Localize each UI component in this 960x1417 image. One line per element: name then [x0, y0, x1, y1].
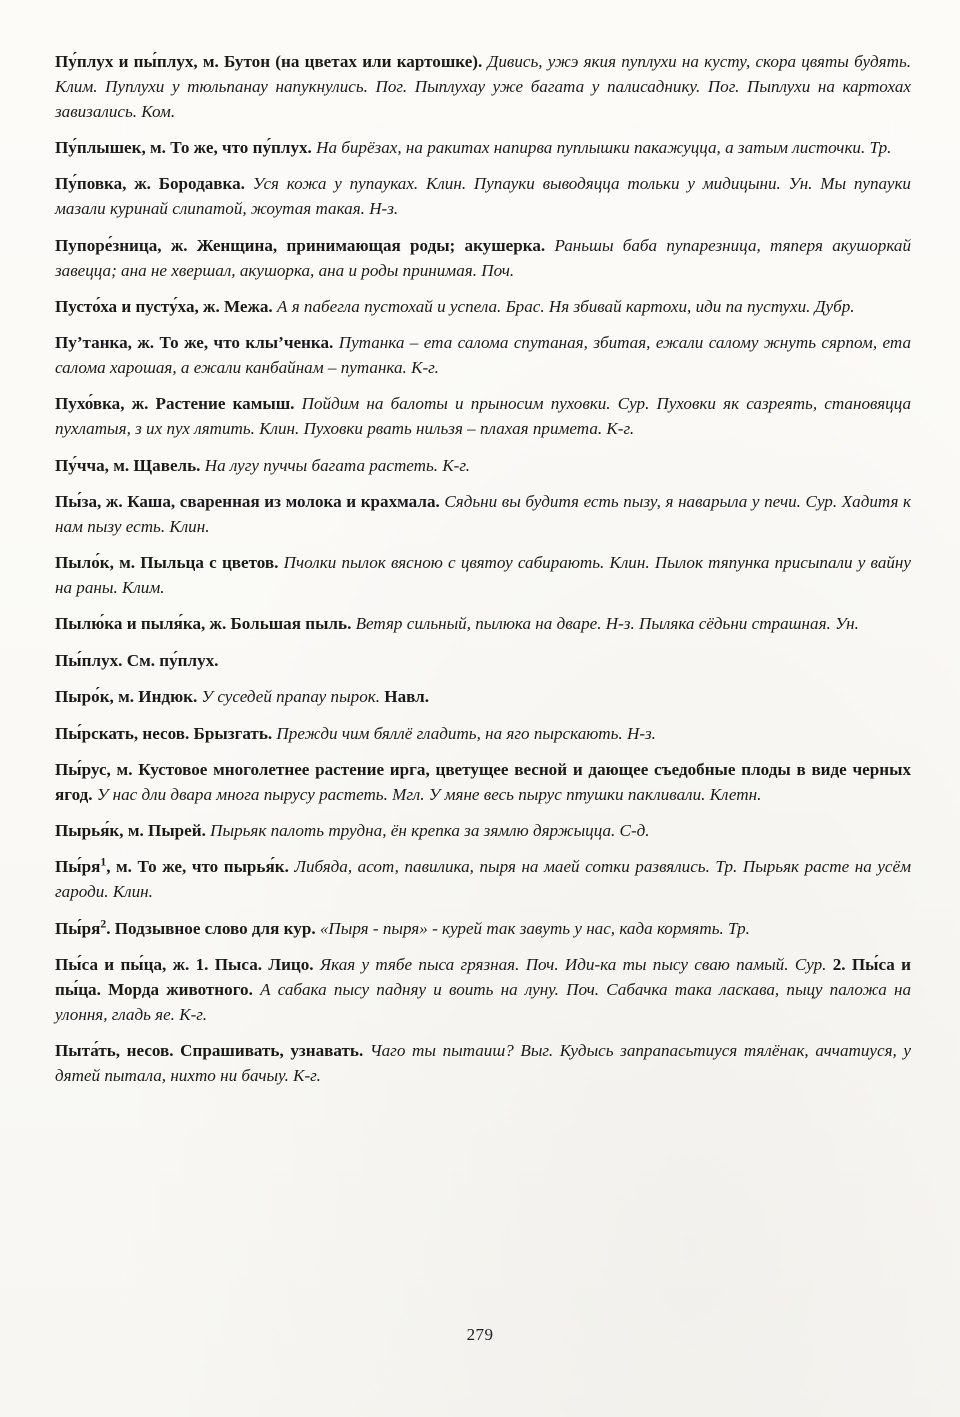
homograph-superscript: 1 [100, 855, 107, 869]
entry-example: Раньшы баба пупарезница, тяперя акушоркай завецца; ана не хвершал, акушорка, ана и роды принимая. Поч. [55, 235, 911, 280]
dictionary-entry [55, 551, 911, 601]
entry-headword: Пы́са и пы́ца, ж. 1. Пыса. Лицо. [55, 955, 314, 975]
dictionary-entry [55, 722, 911, 747]
entry-headword: Пусто́ха и пусту́ха, ж. Межа. [55, 296, 273, 316]
entry-list [55, 50, 911, 1089]
entry-example: Ветяр сильный, пылюка на дваре. Н-з. Пыляка сёдьни страшная. Ун. [351, 614, 859, 634]
dictionary-entry [55, 953, 911, 1028]
entry-headword: Пы́рус, м. Кустовое многолетнее растение ирга, цветущее весной и дающее съедобные плоды в виде черных ягод. [55, 759, 911, 804]
entry-headword: Пы́ря [55, 857, 101, 877]
entry-example: А я пабегла пустохай и успела. Брас. Ня збивай картохи, иди па пустухи. Дубр. [272, 296, 855, 316]
entry-headword: Пыро́к, м. Индюк. [55, 687, 198, 707]
entry-sense-2-headword: 2. Пы́са и пы́ца. Морда животного. [55, 955, 912, 999]
entry-headword: Пупоре́зница, ж. Женщина, принимающая роды; акушерка. [55, 235, 546, 255]
entry-example: Прежди чим бяллё гладить, на яго пырскають. Н-з. [272, 723, 656, 743]
dictionary-entry [55, 758, 911, 808]
entry-example: Сядьни вы будитя есть пызу, я наварыла у печи. Сур. Хадитя к нам пызу есть. Клин. [55, 492, 912, 536]
entry-example: Пчолки пылок вясною с цвятоу сабирають. Клин. Пылок тяпунка присыпали у вайну на раны. Клим. [55, 553, 911, 598]
entry-headword: Пыта́ть, несов. Спрашивать, узнавать. [55, 1041, 364, 1061]
entry-example: Пырьяк палоть трудна, ён крепка за зямлю дяржыцца. С-д. [205, 821, 650, 841]
entry-headword: Пу́плышек, м. То же, что пу́плух. [55, 138, 312, 158]
dictionary-entry [55, 819, 911, 844]
entry-example: «Пыря - пыря» - курей так завуть у нас, када кормять. Тр. [315, 918, 750, 938]
entry-example: У суседей прапау пырок. [197, 687, 381, 707]
dictionary-entry [55, 454, 911, 479]
entry-sense-2-example: А сабака пысу падняу и воить на луну. Поч. Сабачка така ласкава, пыцу паложа на улоння, гладь яе. К-г. [55, 979, 911, 1024]
entry-example: Путанка – ета салома спутаная, збитая, ежали салому жнуть сярпом, ета салома харошая, а ежали канбайнам – путанка. К-г. [55, 333, 911, 378]
entry-headword: Пыло́к, м. Пыльца с цветов. [55, 553, 279, 573]
dictionary-entry [55, 50, 911, 125]
entry-headword: Пы́за, ж. Каша, сваренная из молока и крахмала. [55, 492, 440, 512]
homograph-superscript: 2 [100, 917, 107, 931]
entry-headword: Пы́рскать, несов. Брызгать. [55, 723, 273, 743]
entry-headword: Пылю́ка и пыля́ка, ж. Большая пыль. [55, 614, 352, 634]
entry-example: На бирёзах, на ракитах напирва пуплышки пакажуцца, а затым листочки. Тр. [311, 138, 892, 158]
page-number: 279 [466, 1325, 494, 1344]
entry-example: Дивись, ужэ якия пуплухи на кусту, скора цвяты будять. Клим. Пуплухи у тюльпанау напукнулись. Пог. Пыплухау уже багата у палисаднику. Пог. Пыплухи на картохах завизались. Ком. [55, 52, 911, 121]
dictionary-entry [55, 331, 911, 381]
dictionary-entry [55, 234, 911, 284]
entry-example: На лугу пуччы багата растеть. К-г. [200, 455, 471, 475]
entry-headword-rest: , м. То же, что пырья́к. [106, 857, 289, 877]
dictionary-entry [55, 917, 911, 942]
entry-headword: Пы́плух. См. пу́плух. [55, 650, 219, 670]
entry-example: Либяда, асот, павилика, пыря на маей сотки развялись. Тр. Пырьяк расте на усём гароди. Клин. [55, 857, 911, 902]
dictionary-entry [55, 490, 911, 540]
dictionary-entry [55, 649, 911, 674]
entry-example: Чаго ты пытаиш? Выг. Кудысь запрапасьтиуся тялёнак, аччатиуся, у дятей пытала, нихто ни бачыу. К-г. [55, 1041, 912, 1085]
dictionary-entry [55, 855, 911, 905]
entry-headword: Пу́повка, ж. Бородавка. [55, 174, 245, 194]
dictionary-entry [55, 392, 911, 442]
entry-headword: Пу́чча, м. Щавель. [55, 455, 201, 475]
entry-headword: Пы́ря [55, 918, 101, 938]
entry-example: Якая у тябе пыса грязная. Поч. Иди-ка ты пысу сваю памый. Сур. [313, 955, 833, 975]
entry-example: Уся кожа у пупауках. Клин. Пупауки выводяцца тольки у мидицыни. Ун. Мы пупауки мазали куринай слипатой, жоутая такая. Н-з. [55, 174, 911, 219]
dictionary-entry [55, 612, 911, 637]
dictionary-entry [55, 685, 911, 710]
entry-headword-rest: . Подзывное слово для кур. [106, 918, 316, 938]
entry-headword: Пу’танка, ж. То же, что клы’ченка. [55, 333, 334, 353]
dictionary-entry [55, 1039, 911, 1089]
entry-headword: Пухо́вка, ж. Растение камыш. [55, 394, 295, 414]
entry-headword: Пырья́к, м. Пырей. [55, 821, 206, 841]
entry-headword: Пу́плух и пы́плух, м. Бутон (на цветах или картошке). [55, 52, 483, 71]
entry-example: Пойдим на балоты и прыносим пуховки. Сур. Пуховки як сазреять, становяцца пухлатыя, з их пух лятить. Клин. Пуховки рвать нильзя – плахая примета. К-г. [55, 394, 911, 439]
dictionary-entry [55, 136, 911, 161]
dictionary-entry [55, 172, 911, 222]
entry-source: Навл. [380, 687, 430, 707]
dictionary-entry [55, 295, 911, 320]
entry-example: У нас дли двара многа пырусу растеть. Мгл. У мяне весь пырус птушки пакливали. Клетн. [92, 784, 762, 804]
